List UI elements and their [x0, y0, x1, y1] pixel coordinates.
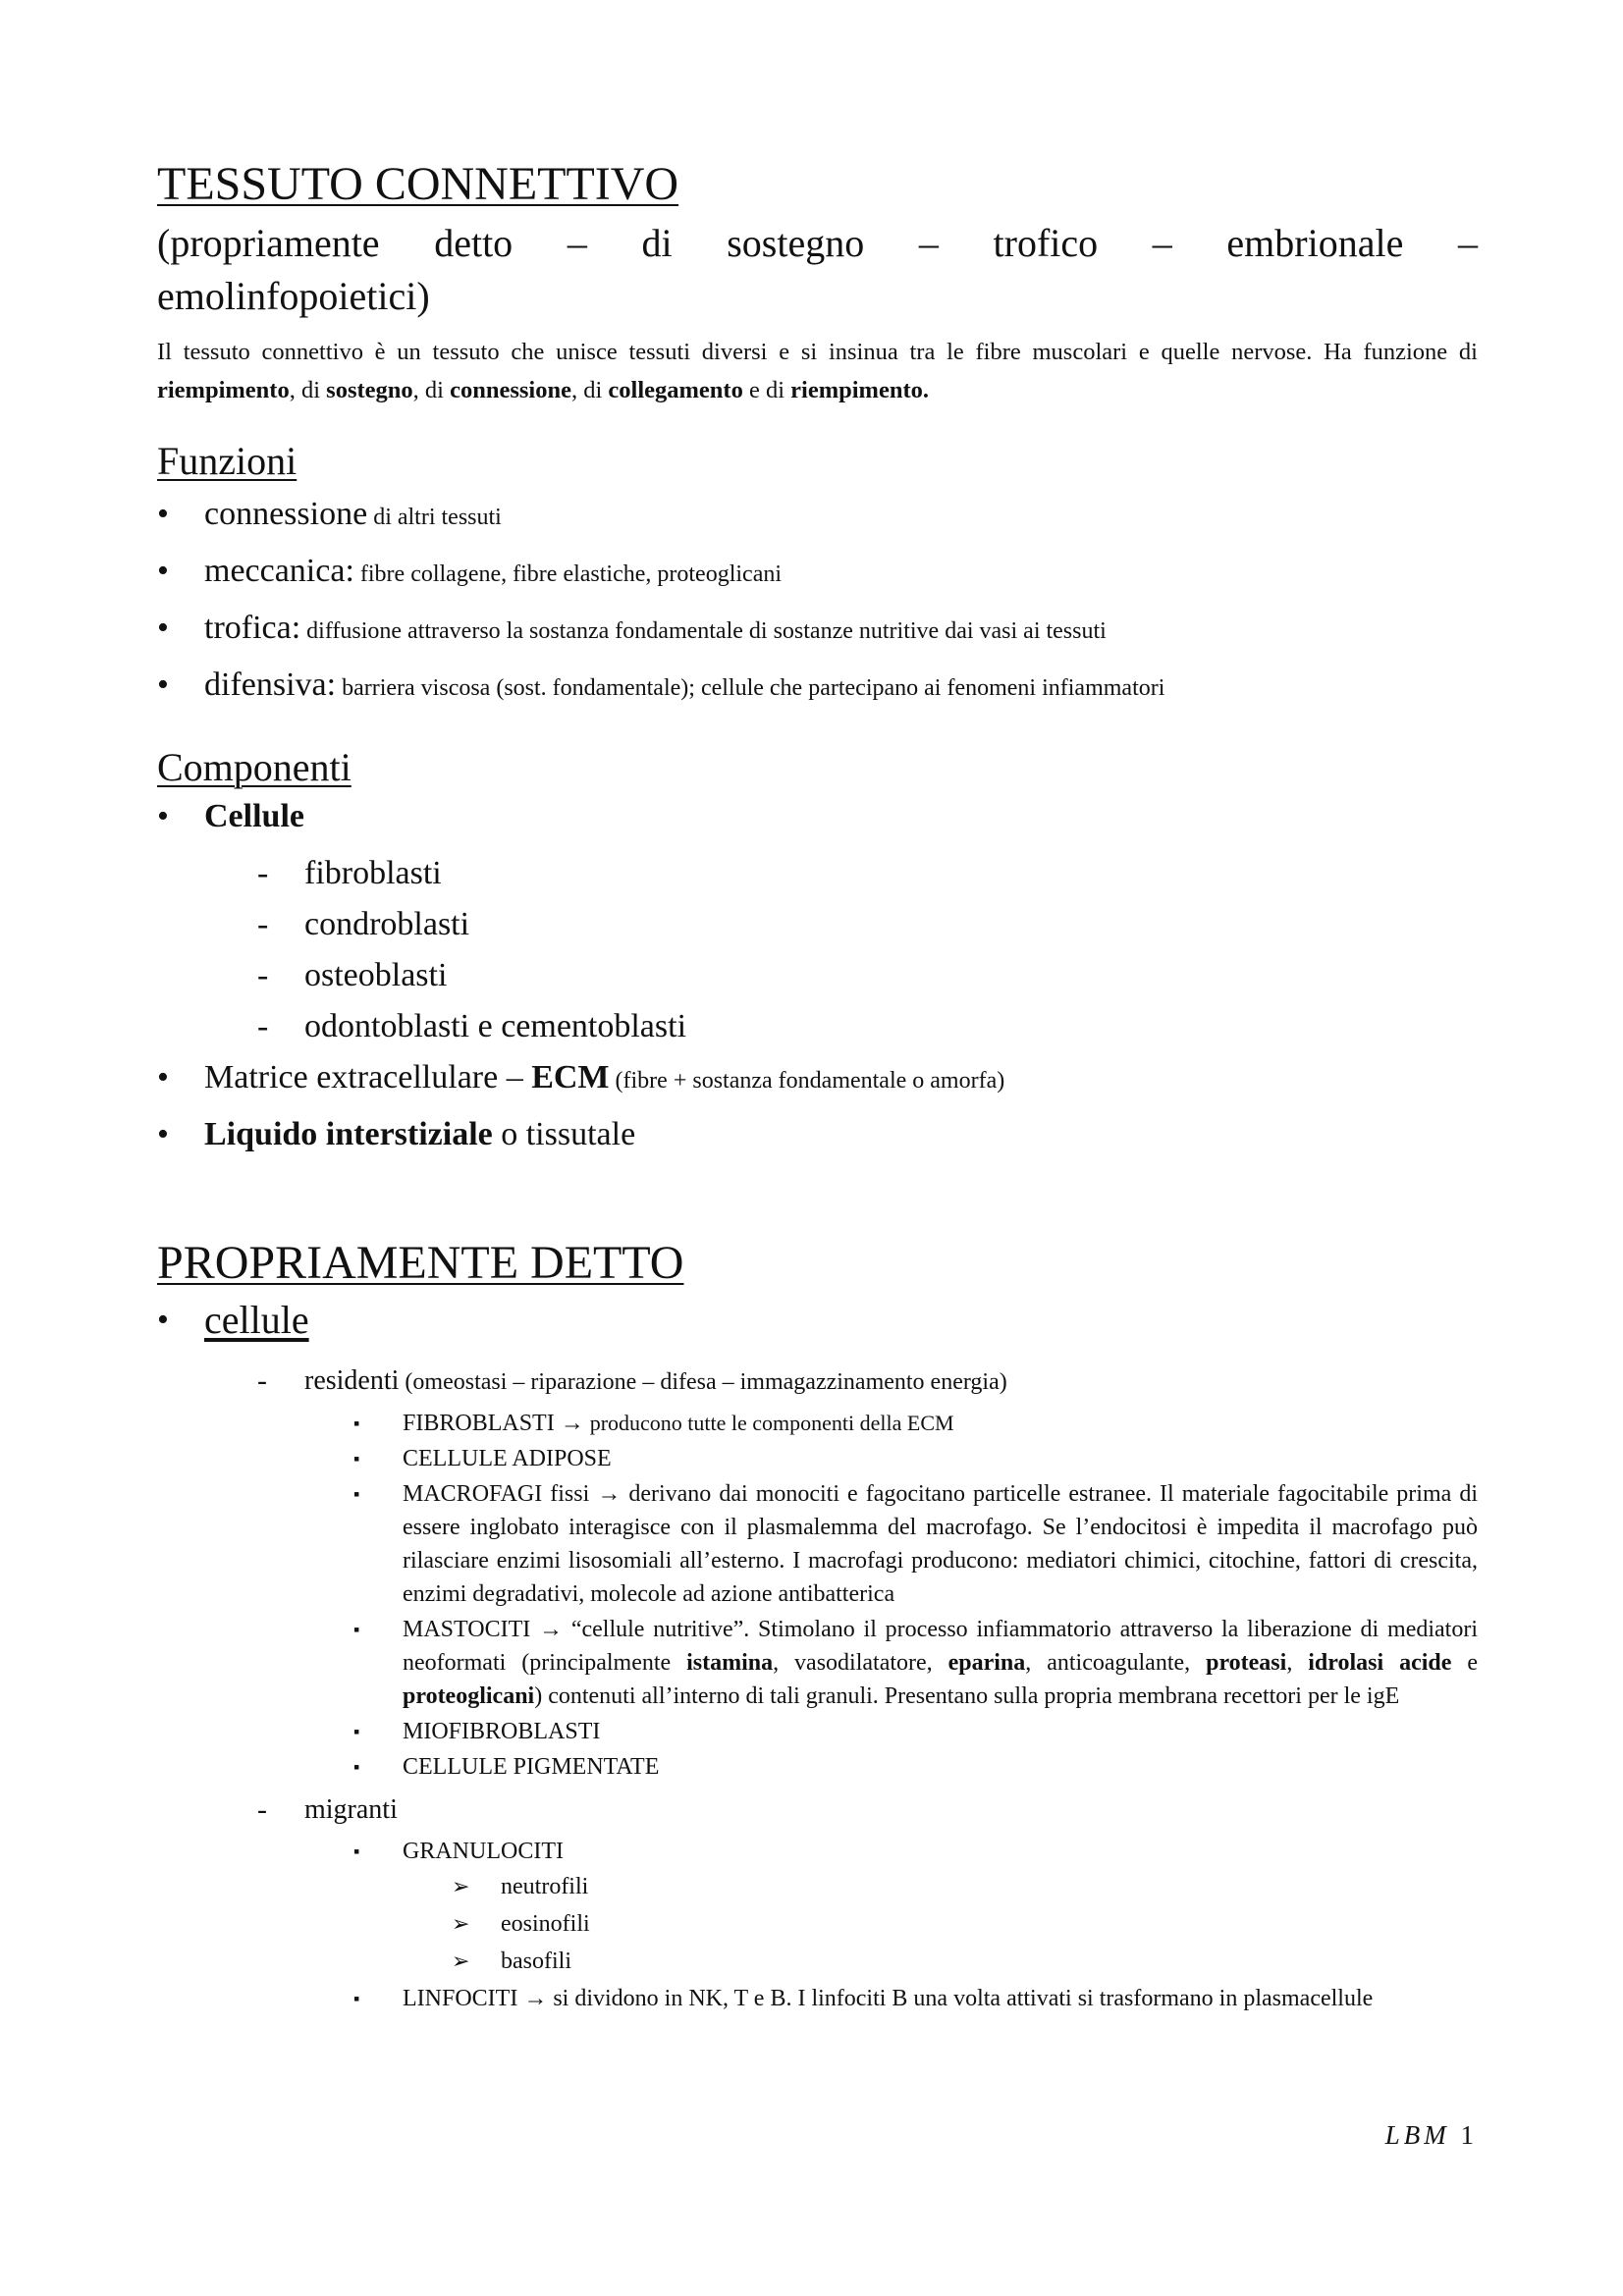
list-item [353, 1407, 1478, 1440]
list-item: - condroblasti [255, 899, 1478, 950]
migranti-label: migranti [304, 1794, 398, 1826]
liquido-bold: Liquido interstiziale [204, 1115, 493, 1152]
intro-text: Il tessuto connettivo è un tessuto che unisce tessuti diversi e si insinua tra le fibre muscolari e quelle nervose. Ha funzione di [157, 339, 1478, 366]
funzioni-list [157, 489, 1478, 717]
mastociti-bold: proteoglicani [403, 1683, 535, 1710]
subtitle-word: – [1457, 221, 1478, 266]
function-key: difensiva: [204, 666, 337, 703]
subtitle-word: sostegno [727, 221, 865, 266]
cellule-types [255, 1359, 1478, 2015]
function-desc: fibre collagene, fibre elastiche, proteoglicani [353, 561, 783, 587]
intro-paragraph [157, 333, 1478, 409]
page-footer [1385, 2120, 1478, 2151]
list-item: ➢ eosinofili [452, 1905, 1478, 1943]
function-desc: diffusione attraverso la sostanza fondamentale di sostanze nutritive dai vasi ai tessuti [300, 617, 1107, 644]
list-item [157, 660, 1478, 717]
list-item [157, 791, 1478, 1052]
intro-text: e di [742, 377, 791, 404]
subtitle-line-2: emolinfopoietici) [157, 274, 430, 319]
list-item [157, 489, 1478, 546]
list-item: - odontoblasti e cementoblasti [255, 1001, 1478, 1052]
mastociti-text: , [1286, 1650, 1309, 1677]
cell-name: FIBROBLASTI → [403, 1411, 590, 1437]
mastociti-bold: idrolasi acide [1308, 1650, 1452, 1677]
cellule-sublist [255, 848, 1478, 1052]
cellule-heading: cellule [204, 1298, 309, 1343]
matrice-text: Matrice extracellulare – [204, 1058, 532, 1095]
section-heading-componenti: Componenti [157, 744, 352, 789]
list-item [353, 1613, 1478, 1713]
subtitle-word: – [1152, 221, 1172, 266]
matrice-bold: ECM [531, 1058, 610, 1095]
list-item: ▪ CELLULE PIGMENTATE [353, 1750, 1478, 1784]
list-item: ▪ LINFOCITI → si dividono in NK, T e B. I linfociti B una volta attivati si trasformano in plasmacellule [353, 1982, 1478, 2015]
mastociti-text: , vasodilatatore, [773, 1650, 948, 1677]
mastociti-text: ) contenuti all’interno di tali granuli. Presentano sulla propria membrana recettori per le igE [534, 1683, 1400, 1710]
intro-text: , di [412, 377, 451, 404]
section-heading-propriamente-detto: PROPRIAMENTE DETTO [157, 1236, 684, 1289]
mastociti-text: , anticoagulante, [1025, 1650, 1207, 1677]
subtitle-line-1 [157, 217, 1478, 270]
intro-bold: collegamento [608, 377, 743, 404]
propriamente-list [157, 1291, 1478, 2015]
cellule-label: Cellule [204, 797, 304, 834]
intro-bold: sostegno [326, 377, 413, 404]
residenti-list [353, 1407, 1478, 1784]
residenti-desc: (omeostasi – riparazione – difesa – immagazzinamento energia) [399, 1369, 1007, 1396]
list-item: ▪ MACROFAGI fissi → derivano dai monociti e fagocitano particelle estranee. Il materiale fagocitabile prima di essere inglobato interagisce con il plasmalemma del macrofago. Se l’endocitosi è impedita il macrofago può rilasciare enzimi lisosomiali all’esterno. I macrofagi producono: mediatori chimici, citochine, fattori di crescita, enzimi degradativi, molecole ad azione antibatterica [353, 1477, 1478, 1611]
mastociti-bold: proteasi [1206, 1650, 1287, 1677]
granulociti-label: GRANULOCITI [403, 1839, 564, 1865]
subtitle-word: – [567, 221, 587, 266]
function-desc: barriera viscosa (sost. fondamentale); cellule che partecipano ai fenomeni infiammatori [336, 674, 1165, 701]
matrice-note: (fibre + sostanza fondamentale o amorfa) [609, 1067, 1005, 1094]
section-heading-funzioni: Funzioni [157, 438, 298, 483]
list-item: ➢ basofili [452, 1943, 1478, 1980]
intro-bold: riempimento [157, 377, 290, 404]
function-key: meccanica: [204, 552, 354, 589]
residenti-label: residenti [304, 1365, 400, 1397]
page-title: TESSUTO CONNETTIVO [157, 158, 679, 210]
document-page [157, 157, 1478, 2017]
list-item: ▪ CELLULE ADIPOSE [353, 1442, 1478, 1475]
subtitle [157, 217, 1478, 323]
list-item [255, 1359, 1478, 1784]
subtitle-word: (propriamente [157, 221, 380, 266]
list-item: - osteoblasti [255, 950, 1478, 1001]
componenti-list [157, 791, 1478, 1166]
mastociti-text: e [1451, 1650, 1479, 1677]
subtitle-word: di [641, 221, 673, 266]
subtitle-word: embrionale [1226, 221, 1404, 266]
liquido-text: o tissutale [492, 1115, 636, 1152]
list-item: - fibroblasti [255, 848, 1478, 899]
mastociti-text: MASTOCITI → “cellule nutritive”. Stimolano il processo infiammatorio attraverso la liberazione di mediatori neoformati (principalmente [403, 1617, 1478, 1677]
list-item [157, 603, 1478, 660]
mastociti-bold: istamina [686, 1650, 774, 1677]
list-item [353, 1835, 1478, 1980]
intro-bold: riempimento. [790, 377, 929, 404]
list-item: ➢ neutrofili [452, 1868, 1478, 1905]
list-item: ▪ MIOFIBROBLASTI [353, 1715, 1478, 1748]
mastociti-bold: eparina [947, 1650, 1026, 1677]
intro-text: , di [289, 377, 327, 404]
page-number: 1 [1460, 2120, 1478, 2150]
intro-bold: connessione [450, 377, 571, 404]
cell-desc: producono tutte le componenti della ECM [589, 1411, 954, 1436]
granulociti-list [452, 1868, 1478, 1980]
list-item [157, 546, 1478, 603]
intro-text: , di [570, 377, 609, 404]
list-item [157, 1109, 1478, 1166]
subtitle-word: detto [434, 221, 514, 266]
subtitle-word: – [918, 221, 939, 266]
list-item [255, 1788, 1478, 2015]
function-desc: di altri tessuti [367, 504, 502, 530]
subtitle-word: trofico [993, 221, 1099, 266]
migranti-list [353, 1835, 1478, 2015]
function-key: trofica: [204, 609, 301, 646]
list-item [157, 1291, 1478, 2015]
function-key: connessione [204, 495, 368, 532]
footer-code: LBM [1384, 2120, 1450, 2150]
list-item [157, 1052, 1478, 1109]
